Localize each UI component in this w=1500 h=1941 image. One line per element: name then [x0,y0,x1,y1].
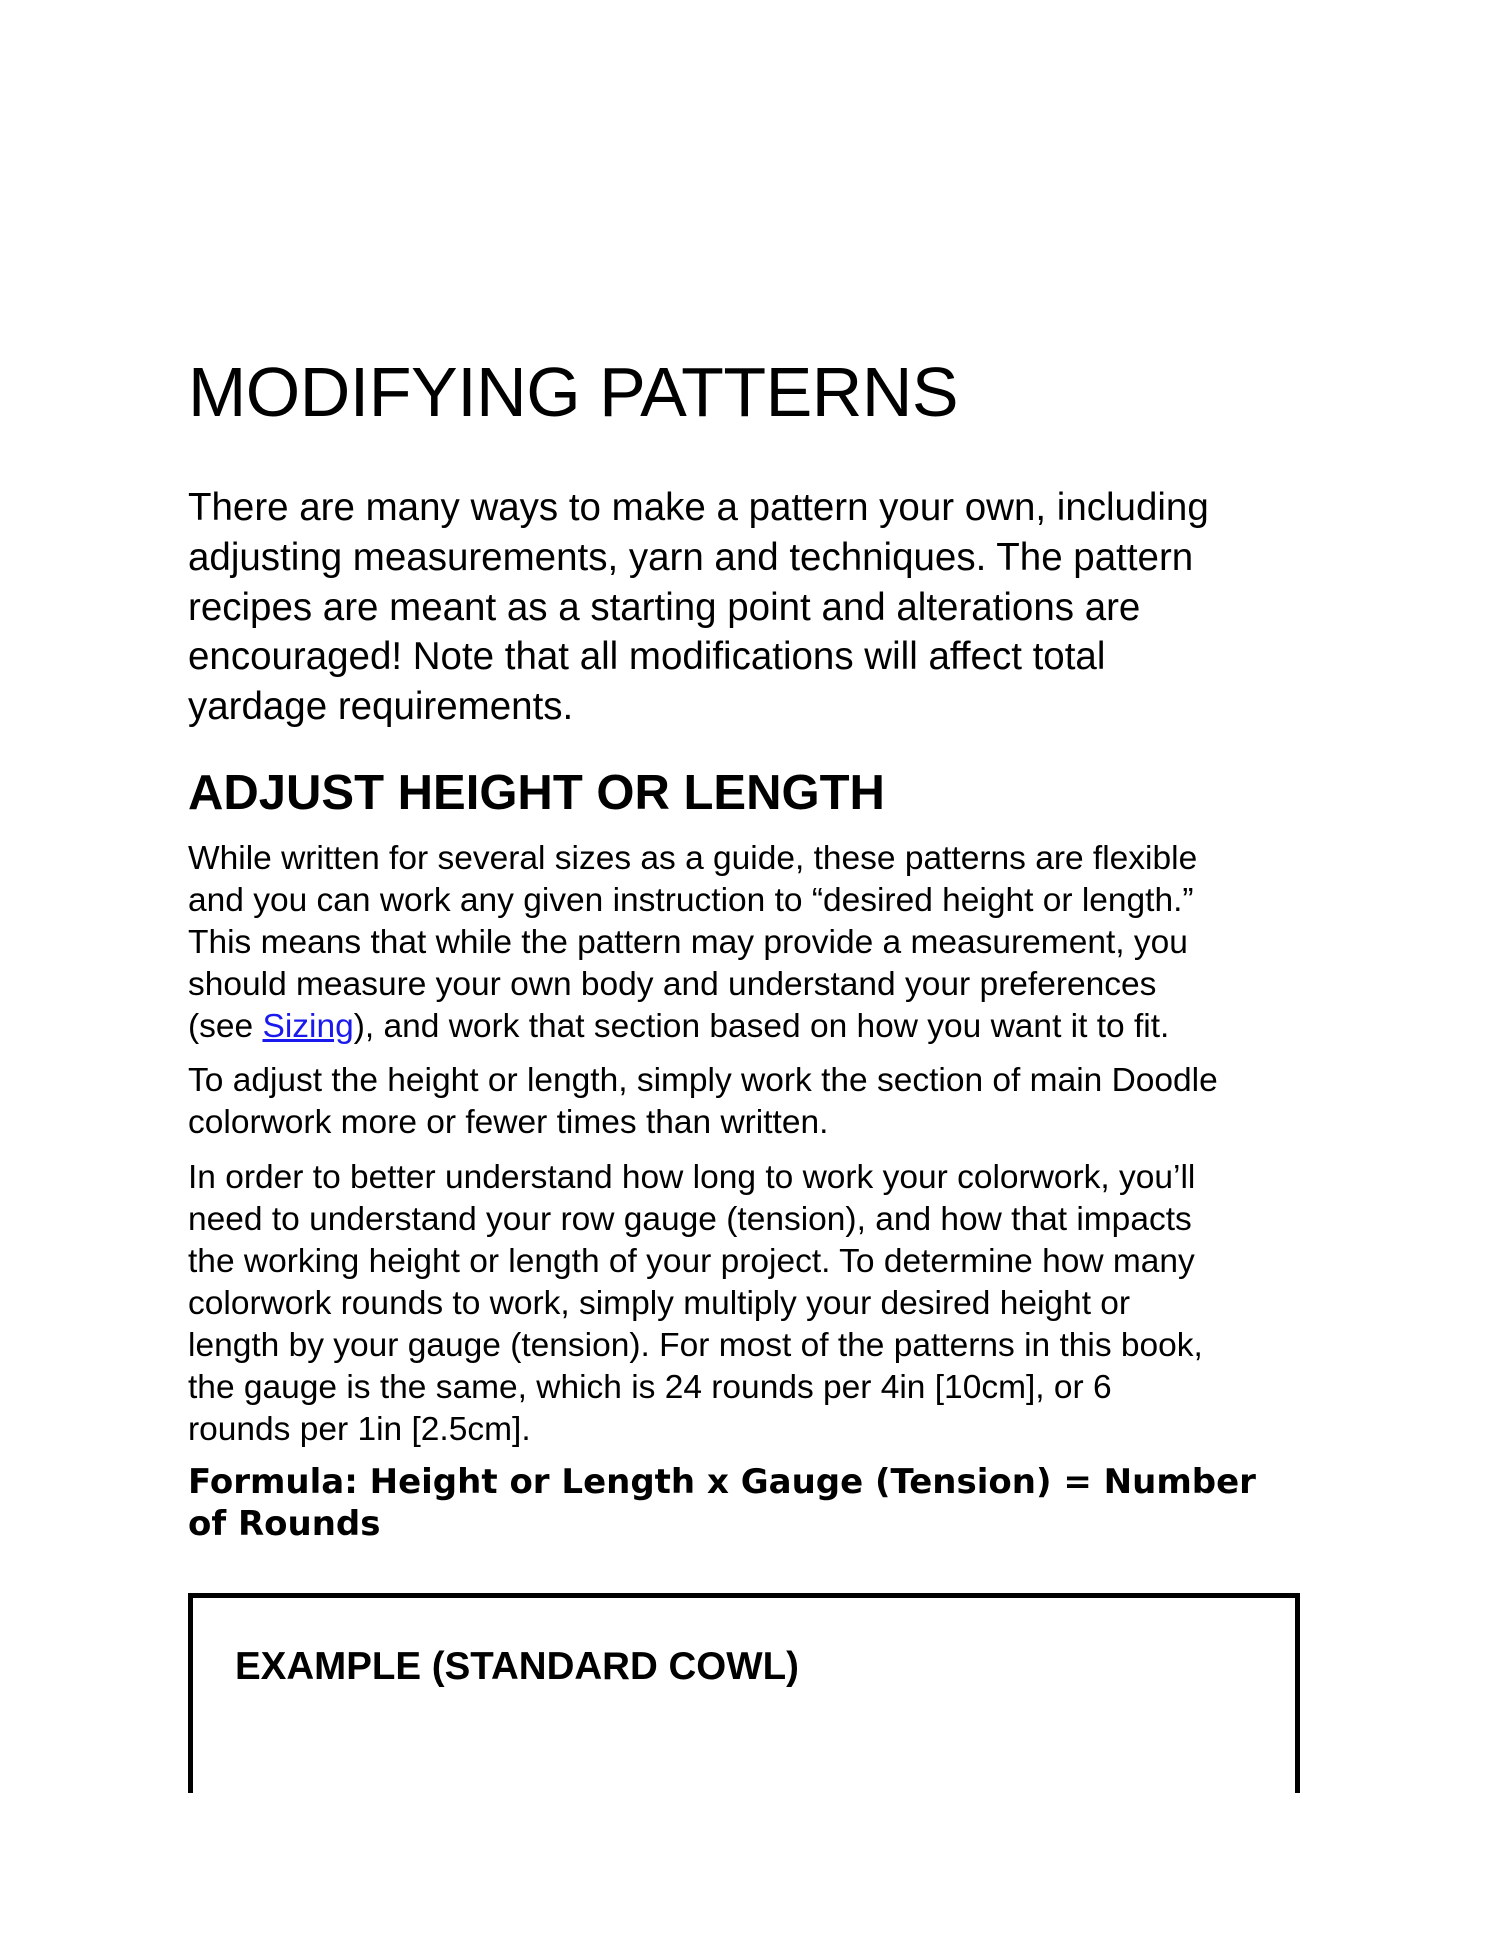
intro-line: recipes are meant as a starting point and alterations are [188,585,1141,629]
paragraph-line: should measure your own body and understand your preferences [188,966,1157,1003]
text-after-link: ), and work that section based on how you want it to fit. [353,1008,1170,1045]
paragraph-line: rounds per 1in [2.5cm]. [188,1411,531,1448]
paragraph-line: the gauge is the same, which is 24 rounds per 4in [10cm], or 6 [188,1369,1112,1406]
text-before-link: (see [188,1008,263,1045]
paragraph-line: This means that while the pattern may provide a measurement, you [188,924,1188,961]
paragraph-line: length by your gauge (tension). For most of the patterns in this book, [188,1327,1203,1364]
paragraph-line: colorwork rounds to work, simply multiply your desired height or [188,1285,1131,1322]
paragraph-flexible-sizing [188,838,1338,1048]
paragraph-line: While written for several sizes as a guide, these patterns are flexible [188,840,1198,877]
intro-line: There are many ways to make a pattern your own, including [188,486,1209,529]
intro-line: adjusting measurements, yarn and techniques. The pattern [188,535,1194,579]
paragraph-line: the working height or length of your project. To determine how many [188,1243,1195,1280]
paragraph-line: colorwork more or fewer times than written. [188,1104,829,1141]
page-title: MODIFYING PATTERNS [188,353,959,431]
paragraph-line-with-link [188,1006,1338,1048]
formula-line: of Rounds [188,1504,381,1544]
formula [188,1461,1256,1545]
section-heading: ADJUST HEIGHT OR LENGTH [188,766,885,820]
paragraph-line: and you can work any given instruction to “desired height or length.” [188,882,1194,919]
example-box [188,1593,1300,1793]
paragraph-line: To adjust the height or length, simply work the section of main Doodle [188,1062,1218,1099]
paragraph-adjust-height [188,1060,1338,1144]
paragraph-gauge-explanation [188,1157,1338,1451]
paragraph-line: In order to better understand how long to work your colorwork, you’ll [188,1159,1196,1196]
sizing-link[interactable]: Sizing [262,1008,354,1045]
formula-line: Formula: Height or Length x Gauge (Tension) = Number [188,1462,1256,1502]
example-title: EXAMPLE (STANDARD COWL) [235,1645,799,1688]
intro-line: encouraged! Note that all modifications will affect total [188,635,1106,679]
intro-line: yardage requirements. [188,685,574,729]
intro-paragraph [188,483,1328,732]
paragraph-line: need to understand your row gauge (tension), and how that impacts [188,1201,1192,1238]
